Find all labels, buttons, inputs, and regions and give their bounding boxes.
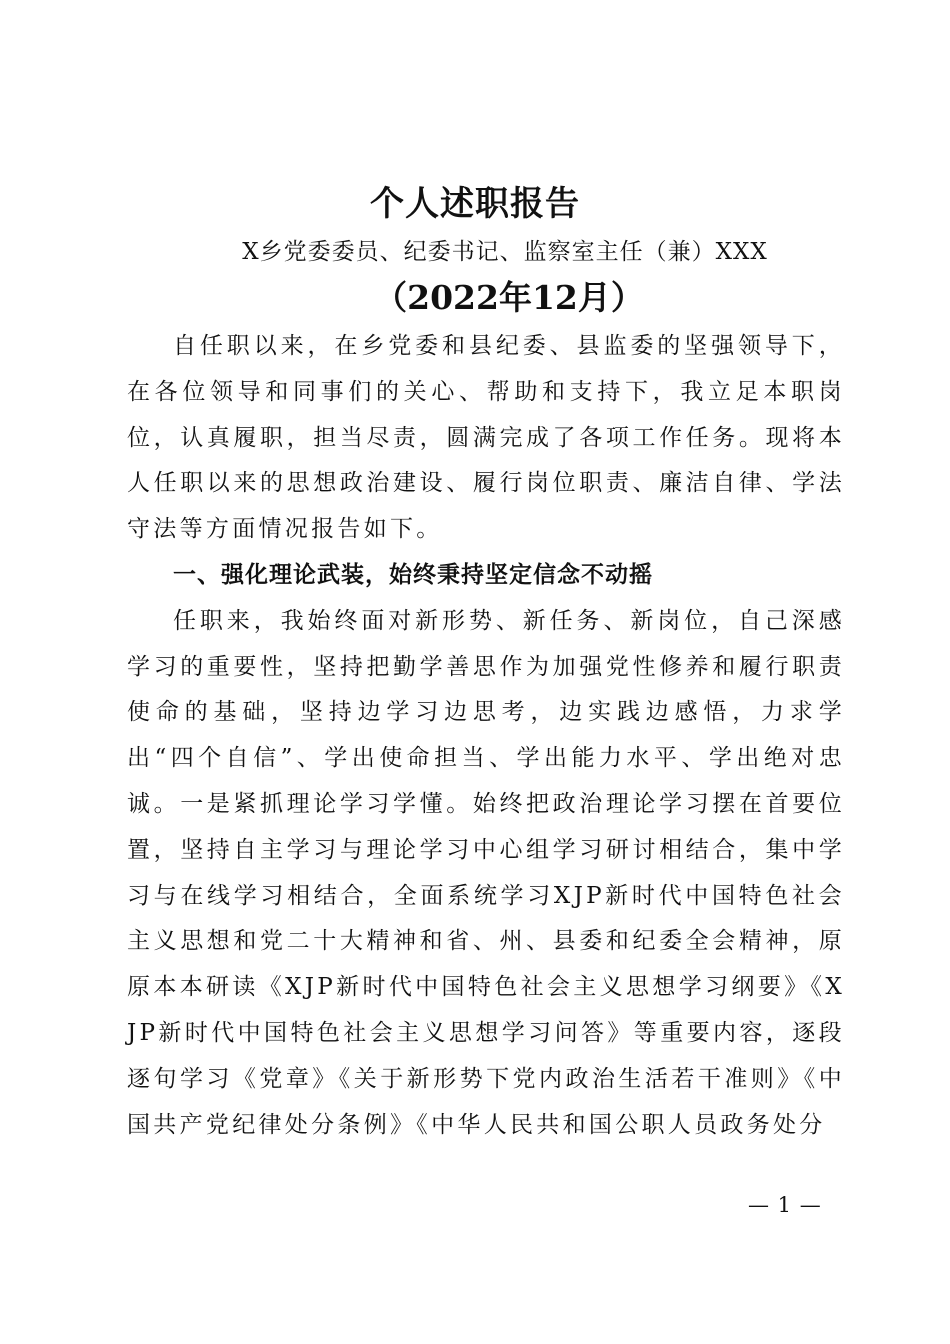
section-heading: 一、强化理论武装，始终秉持坚定信念不动摇 bbox=[173, 561, 653, 588]
intro-paragraph: 自任职以来，在乡党委和县纪委、县监委的坚强领导下，在各位领导和同事们的关心、帮助和支持下，我立足本职岗位，认真履职，担当尽责，圆满完成了各项工作任务。现将本人任职以来的思想政治建设、履行岗位职责、廉洁自律、学法守法等方面情况报告如下。 bbox=[127, 333, 845, 543]
document-body bbox=[127, 324, 845, 1148]
document-title: 个人述职报告 bbox=[370, 184, 580, 224]
section-paragraph: 任职来，我始终面对新形势、新任务、新岗位，自己深感学习的重要性，坚持把勤学善思作为加强党性修养和履行职责使命的基础，坚持边学习边思考，边实践边感悟，力求学出“四个自信”、学出使命担当、学出能力水平、学出绝对忠诚。一是紧抓理论学习学懂。始终把政治理论学习摆在首要位置，坚持自主学习与理论学习中心组学习研讨相结合，集中学习与在线学习相结合，全面系统学习XJP新时代中国特色社会主义思想和党二十大精神和省、州、县委和纪委全会精神，原原本本研读《XJP新时代中国特色社会主义思想学习纲要》《XJP新时代中国特色社会主义思想学习问答》等重要内容，逐段逐句学习《党章》《关于新形势下党内政治生活若干准则》《中国共产党纪律处分条例》《中华人民共和国公职人员政务处分 bbox=[127, 607, 845, 1138]
author-line: X乡党委委员、纪委书记、监察室主任（兼）XXX bbox=[242, 239, 768, 265]
page-number: — 1 — bbox=[748, 1193, 822, 1217]
date-line: （2022年12月） bbox=[374, 278, 644, 317]
